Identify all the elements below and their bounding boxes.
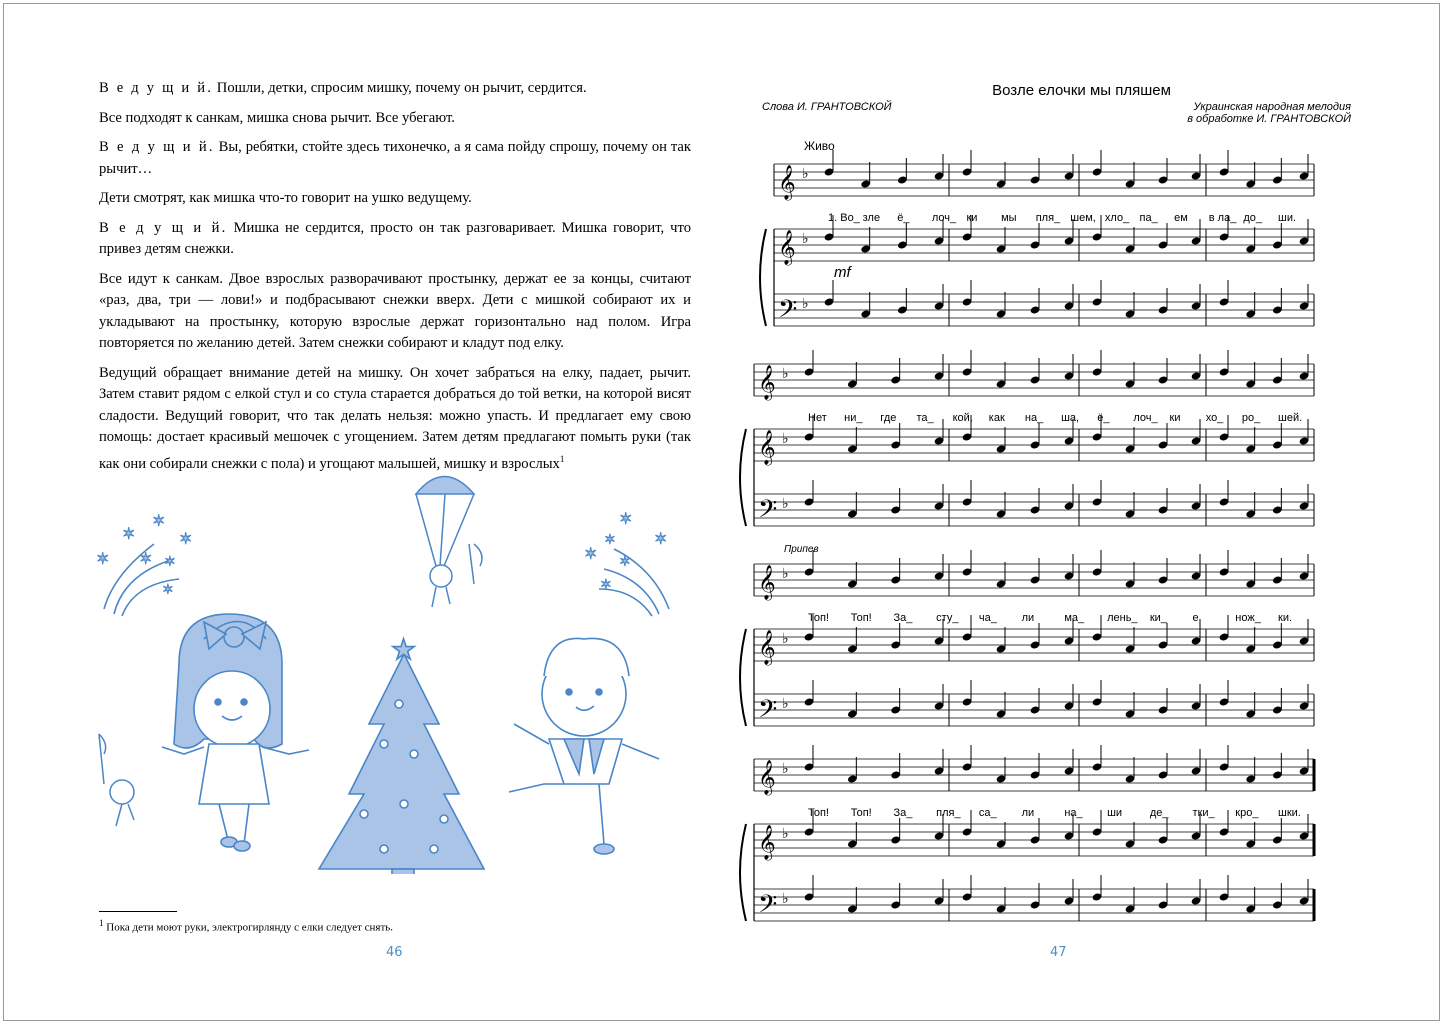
song-title: Возле елочки мы пляшем — [992, 82, 1171, 99]
lyric-syllable: са_ — [978, 807, 997, 819]
lyric-syllable: За_ — [893, 612, 913, 624]
paragraph: В е д у щ и й. Пошли, детки, спросим мишку, почему он рычит, сердится. — [99, 80, 587, 96]
grand-staff-brace — [760, 229, 766, 326]
svg-text:✶: ✶ — [96, 551, 110, 568]
bass-clef: 𝄢 — [778, 296, 798, 329]
footnote-rule — [99, 911, 177, 912]
lyric-syllable: ки. — [1278, 612, 1293, 624]
lyric-syllable: нож_ — [1235, 612, 1261, 624]
svg-text:★: ★ — [391, 634, 417, 665]
lyric-syllable: ли — [1021, 807, 1035, 819]
svg-text:✶: ✶ — [164, 553, 176, 569]
lyric-syllable: ши. — [1278, 212, 1297, 224]
paragraph: Все подходят к санкам, мишка снова рычит. Все убегают. — [99, 109, 455, 126]
lyric-syllable: Нет — [808, 412, 827, 424]
lyric-syllable: шки. — [1278, 807, 1301, 819]
lyric-syllable: ки — [1169, 412, 1181, 424]
chorus-label: Припев — [784, 544, 819, 555]
svg-text:✶: ✶ — [600, 576, 612, 592]
key-signature-flat: ♭ — [802, 230, 809, 246]
lyric-syllable: ки_ — [1149, 612, 1167, 624]
svg-text:✶: ✶ — [604, 531, 616, 547]
lyric-syllable: как — [988, 412, 1005, 424]
lyric-syllable: ли — [1021, 612, 1035, 624]
lyric-syllable: хо_ — [1205, 412, 1224, 424]
composer-line: Украинская народная мелодия — [1193, 101, 1351, 113]
treble-clef: 𝄞 — [758, 631, 776, 664]
bass-clef: 𝄢 — [758, 891, 778, 924]
page-number-right: 47 — [1050, 945, 1067, 960]
svg-text:✶: ✶ — [122, 526, 136, 543]
lyric-syllable: до_ — [1243, 212, 1263, 224]
book-spread — [3, 3, 1440, 1021]
key-signature-flat: ♭ — [782, 365, 789, 381]
svg-text:✶: ✶ — [139, 551, 153, 568]
lyric-syllable: Топ! — [850, 807, 872, 819]
lyric-syllable: шем, — [1070, 212, 1096, 224]
tempo-marking: Живо — [804, 139, 835, 153]
key-signature-flat: ♭ — [782, 890, 789, 906]
key-signature-flat: ♭ — [782, 565, 789, 581]
grand-staff-brace — [740, 824, 746, 921]
footnote: $^1$ Пока дети моют руки, электрогирлянду с елки следует снять. — [99, 918, 394, 934]
lyric-syllable: где — [880, 412, 897, 424]
treble-clef: 𝄞 — [758, 826, 776, 859]
lyric-syllable: лень_ — [1107, 612, 1138, 624]
sheet-music — [724, 124, 1439, 924]
lyric-syllable: пля_ — [936, 807, 961, 819]
svg-text:✶: ✶ — [654, 531, 668, 548]
lyric-syllable: ем — [1174, 212, 1188, 224]
svg-text:✶: ✶ — [162, 581, 174, 597]
lyric-syllable: сту_ — [936, 612, 959, 624]
prose-text — [99, 78, 691, 483]
right-page — [724, 4, 1439, 1020]
lyric-syllable: мы — [1001, 212, 1017, 224]
key-signature-flat: ♭ — [782, 825, 789, 841]
lyric-syllable: де_ — [1149, 807, 1169, 819]
lyric-syllable: на_ — [1064, 807, 1083, 819]
svg-text:✶: ✶ — [584, 546, 598, 563]
composer-credit — [1187, 101, 1351, 125]
treble-clef: 𝄞 — [778, 166, 796, 199]
lyric-syllable: ши — [1107, 807, 1123, 819]
key-signature-flat: ♭ — [782, 495, 789, 511]
key-signature-flat: ♭ — [782, 630, 789, 646]
key-signature-flat: ♭ — [782, 695, 789, 711]
lyric-syllable: на_ — [1024, 412, 1044, 424]
children-christmas-illustration — [4, 454, 724, 874]
paragraph: Ведущий обращает внимание детей на мишку. Он хочет забраться на елку, падает, рычит. Затем ставит рядом с елкой стул и со стула старается добраться до той ветки, на которой висят сладости. Ведущий говорит, что так делать нельзя: можно упасть. И предлагает ему свою помощь: достает красивый мешочек с угощением. Затем детям предлагают помыть руки (так как они собирали снежки с пола) и угощают малышей, мишку и взрослых$^1$ — [99, 364, 691, 472]
lyric-syllable: лоч_ — [1133, 412, 1158, 424]
lyric-syllable: кой, — [952, 412, 973, 424]
lyric-syllable: тки_ — [1192, 807, 1215, 819]
bass-clef: 𝄢 — [758, 496, 778, 529]
lyric-syllable: 1. Во_ — [828, 212, 860, 224]
treble-clef: 𝄞 — [758, 761, 776, 794]
key-signature-flat: ♭ — [802, 295, 809, 311]
paragraph: В е д у щ и й. Мишка не сердится, просто он так разговаривает. Мишка говорит, что привез детям снежки. — [99, 219, 691, 257]
lyric-syllable: е — [1192, 612, 1199, 624]
lyric-syllable: Топ! — [808, 612, 829, 624]
grand-staff-brace — [740, 629, 746, 726]
paragraph: В е д у щ и й. Вы, ребятки, стойте здесь тихонечко, а я сама пойду спрошу, почему он так рычит… — [99, 139, 691, 177]
lyric-syllable: Топ! — [850, 612, 872, 624]
lyric-syllable: та_ — [916, 412, 934, 424]
lyric-syllable: ша, — [1061, 412, 1080, 424]
arranger-line: в обработке И. ГРАНТОВСКОЙ — [1187, 113, 1351, 125]
svg-text:✶: ✶ — [619, 553, 631, 569]
lyric-syllable: Топ! — [808, 807, 829, 819]
paragraph: Все идут к санкам. Двое взрослых разворачивают простынку, держат ее за концы, считают «раз, два, три — лови!» и подбрасывают снежки вверх. Дети с мишкой собирают их и укладывают на простынку, которую взрослые держат горизонтально над полом. Игра повторяется по желанию детей. Затем снежки собирают и кладут под елку. — [99, 270, 691, 351]
lyric-syllable: ни_ — [844, 412, 863, 424]
lyric-syllable: па_ — [1139, 212, 1158, 224]
grand-staff-brace — [740, 429, 746, 526]
lyric-syllable: ё_ — [897, 212, 910, 224]
lyric-syllable: ма_ — [1064, 612, 1085, 624]
key-signature-flat: ♭ — [782, 430, 789, 446]
page-number-left: 46 — [386, 945, 403, 960]
treble-clef: 𝄞 — [758, 566, 776, 599]
lyric-syllable: ча_ — [978, 612, 997, 624]
key-signature-flat: ♭ — [802, 165, 809, 181]
treble-clef: 𝄞 — [758, 431, 776, 464]
bass-clef: 𝄢 — [758, 696, 778, 729]
dynamic-marking: mf — [834, 264, 851, 281]
lyric-syllable: кро_ — [1235, 807, 1259, 819]
lyric-syllable: ки — [966, 212, 978, 224]
lyric-syllable: в ла_ — [1208, 212, 1237, 224]
treble-clef: 𝄞 — [778, 231, 796, 264]
lyricist-credit: Слова И. ГРАНТОВСКОЙ — [762, 101, 892, 113]
key-signature-flat: ♭ — [782, 760, 789, 776]
lyric-syllable: За_ — [893, 807, 913, 819]
svg-text:✶: ✶ — [619, 511, 633, 528]
lyric-syllable: зле — [862, 212, 881, 224]
lyric-syllable: шей. — [1278, 412, 1303, 424]
lyric-syllable: ё_ — [1097, 412, 1110, 424]
lyric-syllable: хло_ — [1104, 212, 1130, 224]
paragraph: Дети смотрят, как мишка что-то говорит на ушко ведущему. — [99, 190, 472, 206]
footnote-mark: 1 — [559, 453, 565, 464]
lyric-syllable: лоч_ — [931, 212, 957, 224]
left-page — [4, 4, 724, 1020]
svg-text:✶: ✶ — [179, 531, 193, 548]
lyric-syllable: пля_ — [1035, 212, 1061, 224]
svg-text:✶: ✶ — [152, 513, 166, 530]
treble-clef: 𝄞 — [758, 366, 776, 399]
lyric-syllable: ро_ — [1241, 412, 1261, 424]
